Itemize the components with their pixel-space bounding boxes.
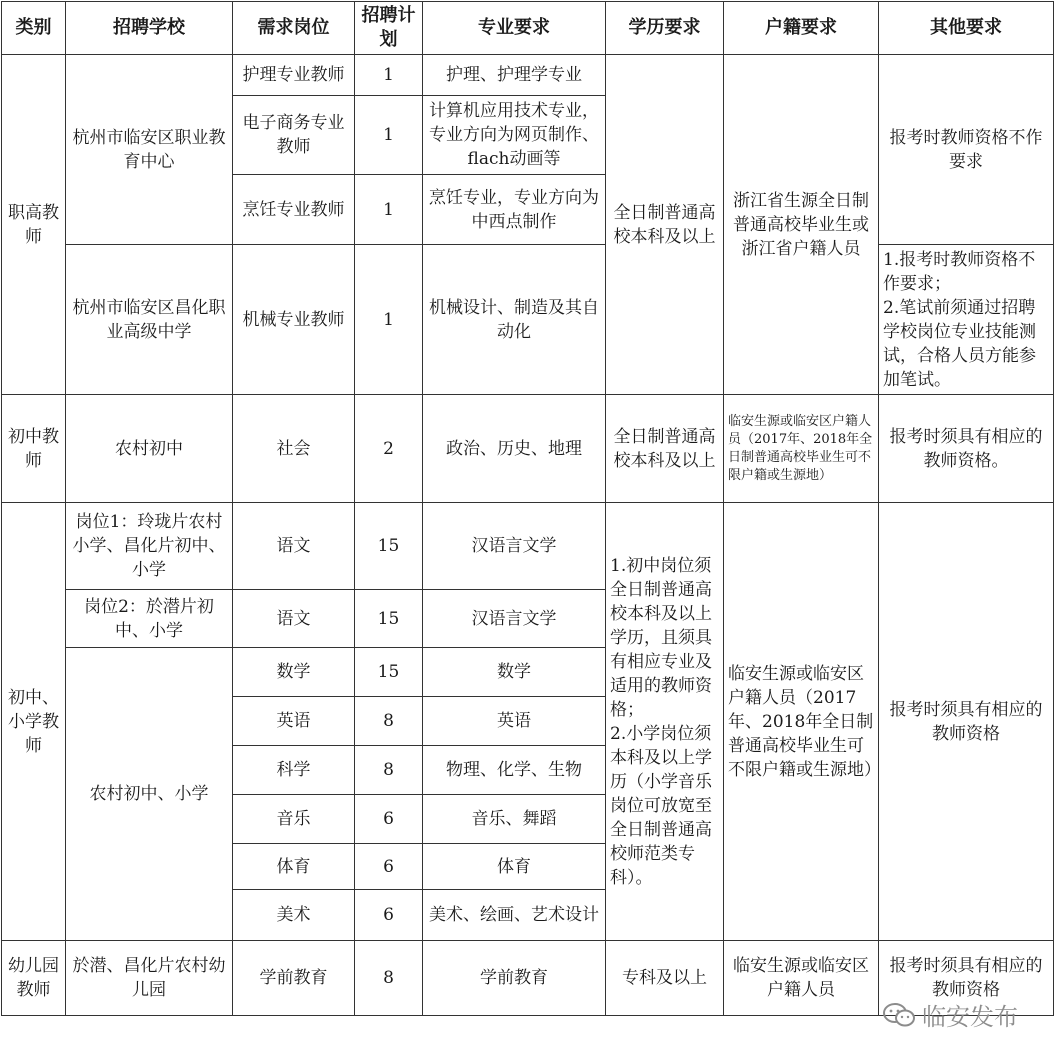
header-category: 类别 [2, 2, 66, 55]
header-education: 学历要求 [606, 2, 724, 55]
position-cell: 数学 [233, 648, 355, 697]
major-cell: 美术、绘画、艺术设计 [423, 890, 606, 941]
major-cell: 政治、历史、地理 [423, 395, 606, 503]
position-cell: 社会 [233, 395, 355, 503]
other-cell: 报考时须具有相应的教师资格 [879, 941, 1054, 1016]
hukou-cell: 浙江省生源全日制普通高校毕业生或浙江省户籍人员 [724, 55, 879, 395]
major-cell: 英语 [423, 697, 606, 746]
plan-cell: 1 [355, 96, 423, 175]
header-plan: 招聘计划 [355, 2, 423, 55]
education-cell: 全日制普通高校本科及以上 [606, 55, 724, 395]
position-cell: 语文 [233, 503, 355, 590]
category-cell: 职高教师 [2, 55, 66, 395]
table-row [2, 55, 1054, 96]
watermark-text: 临安发布 [922, 1003, 1018, 1031]
table-row [2, 395, 1054, 503]
other-cell: 报考时须具有相应的教师资格 [879, 503, 1054, 941]
position-cell: 烹饪专业教师 [233, 175, 355, 245]
header-major: 专业要求 [423, 2, 606, 55]
position-cell: 学前教育 [233, 941, 355, 1016]
header-row [2, 2, 1054, 55]
plan-cell: 15 [355, 590, 423, 648]
category-cell: 初中教师 [2, 395, 66, 503]
school-cell: 杭州市临安区昌化职业高级中学 [66, 245, 233, 395]
plan-cell: 1 [355, 55, 423, 96]
position-cell: 体育 [233, 844, 355, 890]
major-cell: 数学 [423, 648, 606, 697]
category-cell: 幼儿园教师 [2, 941, 66, 1016]
plan-cell: 8 [355, 697, 423, 746]
school-cell: 杭州市临安区职业教育中心 [66, 55, 233, 245]
other-cell: 报考时教师资格不作要求 [879, 55, 1054, 245]
position-cell: 机械专业教师 [233, 245, 355, 395]
other-cell: 1.报考时教师资格不作要求； 2.笔试前须通过招聘学校岗位专业技能测试，合格人员方能参加笔试。 [879, 245, 1054, 395]
education-cell: 1.初中岗位须全日制普通高校本科及以上学历，且须具有相应专业及适用的教师资格； 2.小学岗位须本科及以上学历（小学音乐岗位可放宽至全日制普通高校师范类专科）。 [606, 503, 724, 941]
major-cell: 汉语言文学 [423, 590, 606, 648]
hukou-cell: 临安生源或临安区户籍人员（2017年、2018年全日制普通高校毕业生可不限户籍或生源地） [724, 395, 879, 503]
position-cell: 语文 [233, 590, 355, 648]
hukou-cell: 临安生源或临安区户籍人员（2017年、2018年全日制普通高校毕业生可不限户籍或生源地） [724, 503, 879, 941]
position-cell: 护理专业教师 [233, 55, 355, 96]
plan-cell: 15 [355, 503, 423, 590]
plan-cell: 15 [355, 648, 423, 697]
wechat-icon [882, 1002, 916, 1028]
plan-cell: 1 [355, 175, 423, 245]
table-row [2, 503, 1054, 590]
plan-cell: 8 [355, 746, 423, 795]
other-cell: 报考时须具有相应的教师资格。 [879, 395, 1054, 503]
plan-cell: 8 [355, 941, 423, 1016]
major-cell: 音乐、舞蹈 [423, 795, 606, 844]
major-cell: 护理、护理学专业 [423, 55, 606, 96]
plan-cell: 2 [355, 395, 423, 503]
school-cell: 农村初中、小学 [66, 648, 233, 941]
major-cell: 汉语言文学 [423, 503, 606, 590]
major-cell: 体育 [423, 844, 606, 890]
major-cell: 计算机应用技术专业，专业方向为网页制作、flach动画等 [423, 96, 606, 175]
school-cell: 农村初中 [66, 395, 233, 503]
school-cell: 岗位1：玲珑片农村小学、昌化片初中、小学 [66, 503, 233, 590]
position-cell: 美术 [233, 890, 355, 941]
major-cell: 物理、化学、生物 [423, 746, 606, 795]
header-other: 其他要求 [879, 2, 1054, 55]
plan-cell: 6 [355, 795, 423, 844]
recruitment-table [1, 1, 1054, 1016]
category-cell: 初中、小学教师 [2, 503, 66, 941]
table-row [2, 245, 1054, 395]
major-cell: 学前教育 [423, 941, 606, 1016]
plan-cell: 1 [355, 245, 423, 395]
position-cell: 电子商务专业教师 [233, 96, 355, 175]
major-cell: 烹饪专业，专业方向为中西点制作 [423, 175, 606, 245]
plan-cell: 6 [355, 844, 423, 890]
header-position: 需求岗位 [233, 2, 355, 55]
education-cell: 专科及以上 [606, 941, 724, 1016]
position-cell: 音乐 [233, 795, 355, 844]
watermark [882, 997, 1018, 1032]
plan-cell: 6 [355, 890, 423, 941]
major-cell: 机械设计、制造及其自动化 [423, 245, 606, 395]
position-cell: 英语 [233, 697, 355, 746]
education-cell: 全日制普通高校本科及以上 [606, 395, 724, 503]
hukou-cell: 临安生源或临安区户籍人员 [724, 941, 879, 1016]
school-cell: 岗位2：於潜片初中、小学 [66, 590, 233, 648]
school-cell: 於潜、昌化片农村幼儿园 [66, 941, 233, 1016]
header-hukou: 户籍要求 [724, 2, 879, 55]
position-cell: 科学 [233, 746, 355, 795]
header-school: 招聘学校 [66, 2, 233, 55]
